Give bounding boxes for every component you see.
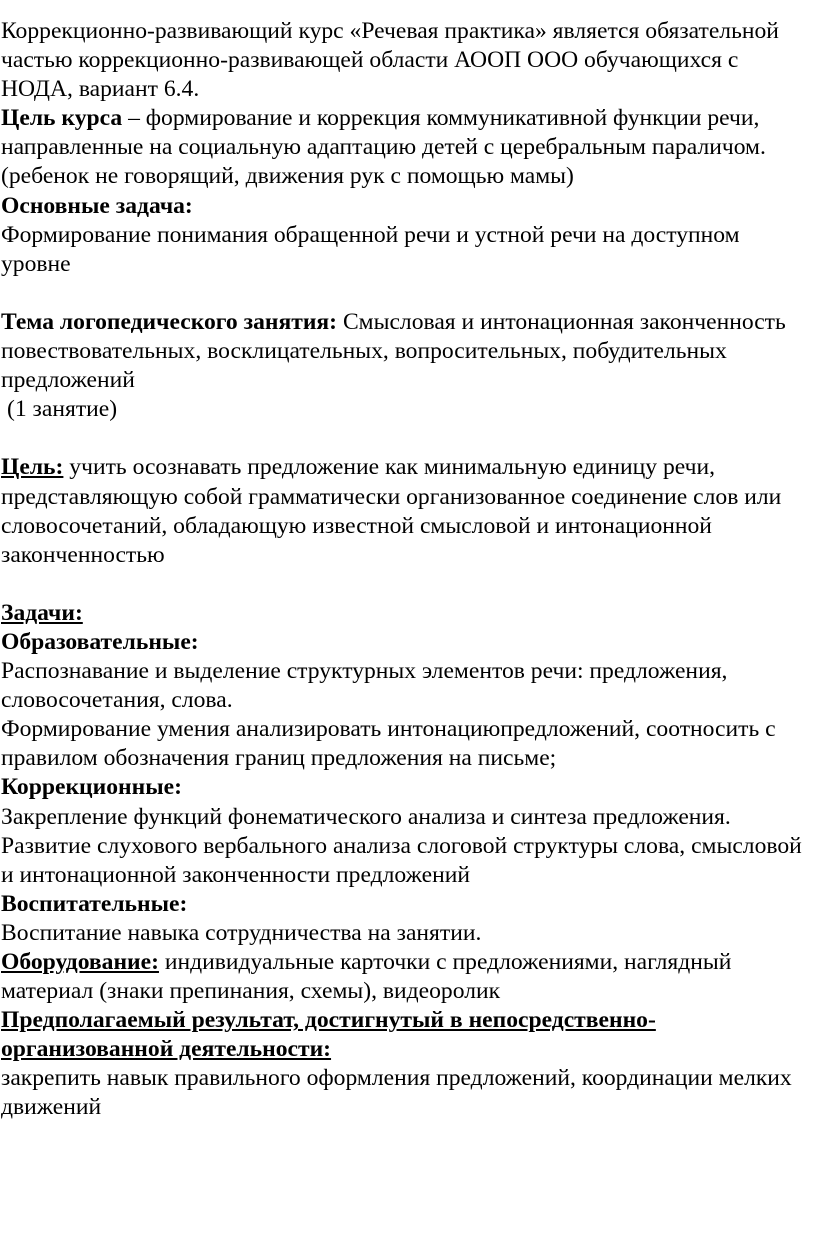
expected-result-heading: Предполагаемый результат, достигнутый в непосредственно-организованной деятельности:: [1, 1007, 656, 1063]
blank-line: [1, 570, 813, 599]
equipment-paragraph: [1, 948, 813, 1006]
lesson-topic-paragraph: [1, 308, 813, 395]
correctional-heading: Коррекционные:: [1, 774, 182, 801]
correctional-item: Закрепление функций фонематического анализа и синтеза предложения.: [1, 803, 731, 830]
course-goal-label: Цель курса: [1, 105, 123, 132]
blank-line: [1, 279, 813, 308]
tasks-heading: Задачи:: [1, 599, 83, 626]
document-body: [1, 17, 813, 1123]
main-tasks-heading: Основные задача:: [1, 192, 193, 219]
educational-heading: Образовательные:: [1, 628, 199, 655]
educational-item: Формирование умения анализировать интонациюпредложений, соотносить с правилом обозначения границ предложения на письме;: [1, 716, 776, 772]
lesson-session: (1 занятие): [7, 396, 118, 423]
educational-item: Распознавание и выделение структурных элементов речи: предложения, словосочетания, слова.: [1, 658, 728, 714]
lesson-topic-label: Тема логопедического занятия:: [1, 308, 338, 335]
goal-text: учить осознавать предложение как минимальную единицу речи, представляющую собой грамматически организованное соединение слов или словосочетаний, обладающую известной смысловой и интонационной законченностью: [1, 454, 782, 568]
equipment-text: индивидуальные карточки с предложениями, наглядный материал (знаки препинания, схемы), видеоролик: [1, 949, 732, 1005]
upbringing-heading: Воспитательные:: [1, 890, 188, 917]
blank-line: [1, 424, 813, 453]
course-goal-text: – формирование и коррекция коммуникативной функции речи, направленные на социальную адаптацию детей с церебральным параличом. (ребенок не говорящий, движения рук с помощью мамы): [1, 105, 766, 190]
goal-paragraph: [1, 453, 813, 569]
course-goal-paragraph: [1, 104, 813, 191]
main-tasks-text: Формирование понимания обращенной речи и устной речи на доступном уровне: [1, 221, 740, 277]
expected-result-text: закрепить навык правильного оформления предложений, координации мелких движений: [1, 1065, 792, 1121]
intro-paragraph: Коррекционно-развивающий курс «Речевая практика» является обязательной частью коррекционно-развивающей области АООП ООО обучающихся с НОДА, вариант 6.4.: [1, 18, 779, 103]
equipment-label: Оборудование:: [1, 949, 159, 975]
upbringing-item: Воспитание навыка сотрудничества на занятии.: [1, 919, 482, 946]
lesson-topic-text: Смысловая и интонационная законченность повествовательных, восклицательных, вопросительных, побудительных предложений: [1, 308, 786, 394]
correctional-item: Развитие слухового вербального анализа слоговой структуры слова, смысловой и интонационной законченности предложений: [1, 832, 802, 888]
goal-label: Цель:: [1, 454, 64, 481]
